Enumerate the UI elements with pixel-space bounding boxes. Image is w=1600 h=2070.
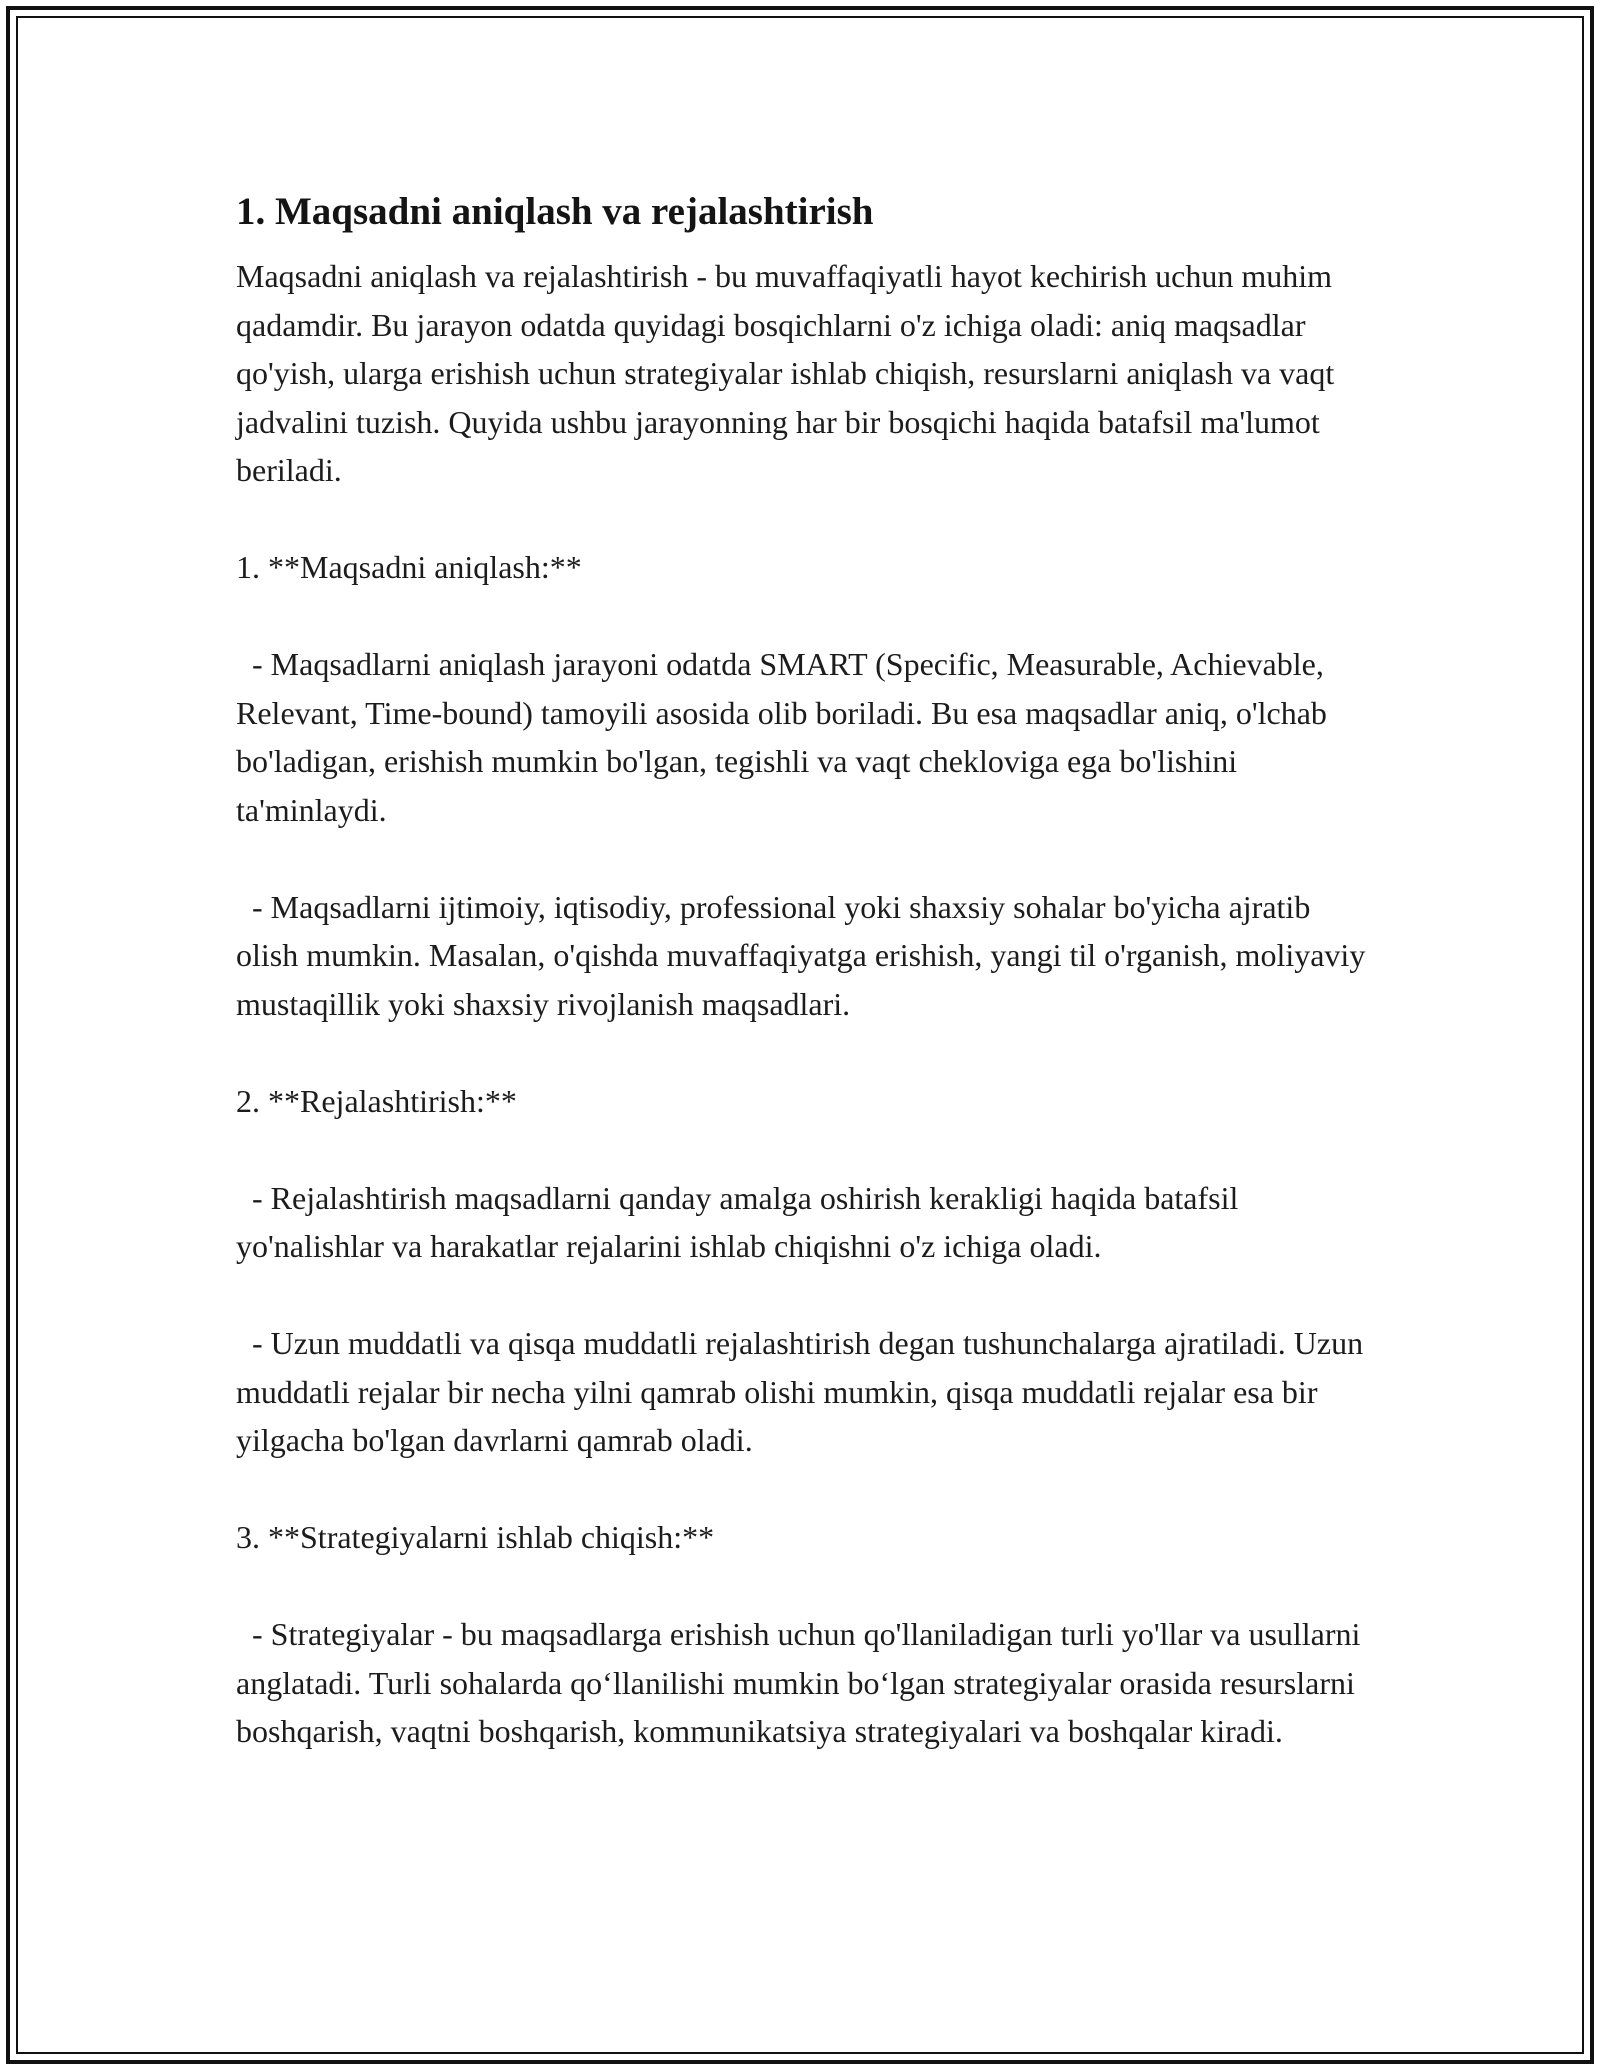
intro-paragraph: Maqsadni aniqlash va rejalashtirish - bu muvaffaqiyatli hayot kechirish uchun muhim qadamdir. Bu jarayon odatda quyidagi bosqichlarni o'z ichiga oladi: aniq maqsadlar qo'yish, ularga erishish uchun strategiyalar ishlab chiqish, resurslarni aniqlash va vaqt jadvalini tuzish. Quyida ushbu jarayonning har bir bosqichi haqida batafsil ma'lumot beriladi. bbox=[236, 258, 1343, 488]
paragraph-spacer bbox=[236, 1271, 1376, 1320]
paragraph-spacer bbox=[236, 495, 1376, 544]
paragraph-spacer bbox=[236, 834, 1376, 883]
section-heading: 1. Maqsadni aniqlash va rejalashtirish bbox=[236, 190, 874, 233]
paragraph-spacer bbox=[236, 1562, 1376, 1611]
paragraph-spacer bbox=[236, 1465, 1376, 1514]
bullet-paragraph: - Maqsadlarni ijtimoiy, iqtisodiy, professional yoki shaxsiy sohalar bo'yicha ajratib olish mumkin. Masalan, o'qishda muvaffaqiyatga erishish, yangi til o'rganish, moliyaviy mustaqillik yoki shaxsiy rivojlanish maqsadlari. bbox=[236, 888, 1374, 1022]
paragraph-spacer bbox=[236, 592, 1376, 641]
list-item-heading-2: 2. **Rejalashtirish:** bbox=[236, 1082, 517, 1119]
bullet-paragraph: - Rejalashtirish maqsadlarni qanday amalga oshirish kerakligi haqida batafsil yo'nalishlar va harakatlar rejalarini ishlab chiqishni o'z ichiga oladi. bbox=[236, 1179, 1247, 1264]
bullet-paragraph: - Maqsadlarni aniqlash jarayoni odatda SMART (Specific, Measurable, Achievable, Relevant, Time-bound) tamoyili asosida olib boriladi. Bu esa maqsadlar aniq, o'lchab bo'ladigan, erishish mumkin bo'lgan, tegishli va vaqt chekloviga ega bo'lishini ta'minlaydi. bbox=[236, 646, 1335, 828]
document-body bbox=[236, 182, 1376, 1756]
bullet-paragraph: - Strategiyalar - bu maqsadlarga erishish uchun qo'llaniladigan turli yo'llar va usullarni anglatadi. Turli sohalarda qo‘llanilishi mumkin bo‘lgan strategiyalar orasida resurslarni boshqarish, vaqtni boshqarish, kommunikatsiya strategiyalari va boshqalar kiradi. bbox=[236, 1616, 1369, 1749]
paragraph-spacer bbox=[236, 1028, 1376, 1077]
list-item-heading-3: 3. **Strategiyalarni ishlab chiqish:** bbox=[236, 1519, 715, 1555]
list-item-heading-1: 1. **Maqsadni aniqlash:** bbox=[236, 549, 582, 585]
bullet-paragraph: - Uzun muddatli va qisqa muddatli rejalashtirish degan tushunchalarga ajratiladi. Uzun muddatli rejalar bir necha yilni qamrab olishi mumkin, qisqa muddatli rejalar esa bir yilgacha bo'lgan davrlarni qamrab oladi. bbox=[236, 1325, 1372, 1458]
paragraph-spacer bbox=[236, 1125, 1376, 1174]
